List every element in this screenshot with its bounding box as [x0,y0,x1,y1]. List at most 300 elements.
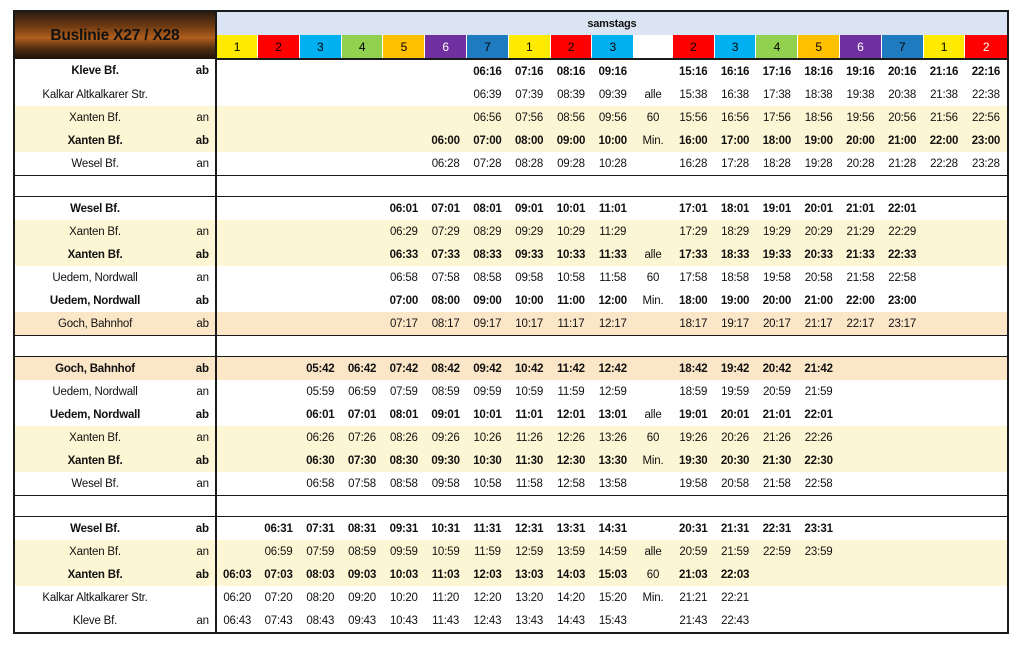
departure-time: 10:17 [508,312,550,336]
timetable-row [14,243,1008,266]
stop-name: Xanten Bf. [14,563,175,586]
departure-time: 22:28 [930,157,958,170]
stop-name: Wesel Bf. [71,157,119,170]
stop-name: Xanten Bf. [14,129,175,152]
departure-time: 18:56 [798,106,840,129]
departure-time: 06:29 [383,220,425,243]
departure-time: 11:29 [592,220,634,243]
stop-name: Xanten Bf. [14,540,175,563]
departure-time [923,266,965,289]
departure-time: 08:16 [556,65,586,78]
departure-time: 21:59 [804,385,833,398]
departure-time: 23:31 [804,522,833,535]
departure-time: 08:00 [431,294,460,307]
departure-time [756,586,798,609]
timetable-row [14,106,1008,129]
departure-time: 19:17 [714,312,756,336]
departure-time: 15:03 [592,563,634,586]
departure-time: 11:59 [557,385,585,398]
departure-time: 21:00 [881,129,923,152]
departure-time: 07:30 [341,449,383,472]
departure-time [965,357,1008,381]
departure-time: 10:29 [550,220,592,243]
departure-time: 08:42 [425,357,467,381]
departure-time: 19:30 [672,449,714,472]
departure-time: 11:20 [432,591,460,604]
timetable-row [14,403,1008,426]
departure-time [216,243,258,266]
departure-time: 17:00 [714,129,756,152]
arrival-departure-marker: ab [175,243,216,266]
departure-time [923,243,965,266]
departure-time [341,243,383,266]
departure-time: 09:59 [473,385,502,398]
departure-time: 10:01 [473,408,502,421]
departure-time: 06:56 [467,106,509,129]
departure-time [383,83,425,106]
departure-time: 15:38 [679,88,708,101]
departure-time: 22:58 [888,271,917,284]
departure-time: 08:56 [550,106,592,129]
departure-time: 17:38 [762,88,791,101]
departure-time: 06:28 [431,157,460,170]
stop-name: Xanten Bf. [14,106,175,129]
departure-time [798,609,840,633]
departure-time: 18:00 [756,129,798,152]
departure-time: 16:28 [679,157,708,170]
departure-time: 21:38 [930,88,958,101]
departure-time [881,357,923,381]
trip-number-chip: 1 [508,35,550,59]
timetable-row [14,609,1008,633]
stop-name: Goch, Bahnhof [14,357,175,381]
departure-time [840,426,882,449]
departure-time [840,609,882,633]
departure-time: 19:16 [846,65,875,78]
departure-time [258,83,300,106]
trip-number-chip: 7 [467,35,509,59]
arrival-departure-marker: an [175,106,216,129]
departure-time [216,357,258,381]
interval-note [634,609,673,633]
timetable-row [14,312,1008,336]
departure-time [840,517,882,541]
departure-time: 11:01 [598,202,627,215]
departure-time: 19:00 [720,294,750,307]
departure-time [258,129,300,152]
interval-note: alle [634,243,673,266]
stop-name: Uedem, Nordwall [52,385,138,398]
departure-time: 19:56 [840,106,882,129]
departure-time [965,472,1008,496]
arrival-departure-marker: ab [175,517,216,541]
departure-time [341,266,383,289]
stop-name: Xanten Bf. [14,449,175,472]
departure-time: 10:03 [383,563,425,586]
departure-time: 08:20 [306,591,335,604]
departure-time: 13:31 [556,522,586,535]
interval-note: Min. [634,449,673,472]
departure-time [258,403,300,426]
departure-time [341,220,383,243]
departure-time: 14:20 [557,591,585,604]
departure-time: 09:58 [431,477,460,490]
departure-time: 11:33 [592,243,634,266]
departure-time: 11:58 [515,477,543,490]
trip-number-chip: 3 [714,35,756,59]
departure-time: 09:26 [425,426,467,449]
departure-time: 07:59 [299,540,341,563]
departure-time: 20:33 [798,243,840,266]
departure-time [216,540,258,563]
departure-time [216,312,258,336]
departure-time: 22:00 [846,294,875,307]
interval-note: alle [644,408,662,421]
departure-time [299,152,341,176]
departure-time: 10:00 [592,129,634,152]
departure-time [798,586,840,609]
departure-time: 07:03 [258,563,300,586]
departure-time: 22:58 [804,477,833,490]
departure-time [299,266,341,289]
trip-number-chip: 5 [383,35,425,59]
departure-time [299,59,341,83]
departure-time: 20:29 [798,220,840,243]
interval-note: alle [634,540,673,563]
departure-time: 08:31 [347,522,377,535]
departure-time: 16:00 [672,129,714,152]
departure-time [216,197,258,221]
stop-name: Uedem, Nordwall [49,294,141,307]
departure-time: 15:43 [598,614,627,627]
interval-note [634,380,673,403]
departure-time: 12:01 [556,408,586,421]
departure-time: 18:29 [714,220,756,243]
departure-time: 11:58 [599,271,627,284]
departure-time [840,380,882,403]
departure-time [216,152,258,176]
departure-time [299,197,341,221]
departure-time [216,129,258,152]
interval-note: 60 [634,426,673,449]
departure-time [840,563,882,586]
arrival-departure-marker [175,586,216,609]
departure-time: 21:00 [804,294,833,307]
stop-name: Kalkar Altkalkarer Str. [42,591,148,604]
departure-time: 06:00 [425,129,467,152]
departure-time: 21:30 [756,449,798,472]
departure-time [216,220,258,243]
departure-time [881,380,923,403]
departure-time: 07:01 [431,202,460,215]
departure-time: 18:16 [804,65,833,78]
departure-time: 09:29 [508,220,550,243]
departure-time [881,449,923,472]
departure-time: 14:43 [557,614,585,627]
departure-time: 06:39 [473,88,502,101]
departure-time: 09:16 [598,65,627,78]
departure-time: 20:00 [762,294,792,307]
departure-time [216,517,258,541]
departure-time: 06:01 [389,202,419,215]
departure-time: 11:26 [508,426,550,449]
departure-time: 06:58 [389,271,418,284]
timetable-row [14,563,1008,586]
departure-time [881,403,923,426]
departure-time: 13:26 [592,426,634,449]
departure-time: 21:28 [888,157,917,170]
departure-time: 22:00 [923,129,965,152]
departure-time: 07:17 [383,312,425,336]
departure-time: 10:58 [557,271,585,284]
timetable [13,10,1009,634]
departure-time: 23:17 [881,312,923,336]
departure-time: 17:58 [679,271,708,284]
departure-time: 09:31 [389,522,419,535]
timetable-row [14,289,1008,312]
arrival-departure-marker: ab [175,59,216,83]
departure-time [923,540,965,563]
interval-note: Min. [642,591,664,604]
departure-time [965,609,1008,633]
departure-time [258,289,300,312]
departure-time [965,312,1008,336]
departure-time [881,563,923,586]
departure-time: 19:29 [756,220,798,243]
departure-time: 06:42 [341,357,383,381]
departure-time [923,220,965,243]
departure-time: 15:20 [598,591,627,604]
interval-note: 60 [634,106,673,129]
departure-time: 20:58 [804,271,833,284]
departure-time: 09:39 [598,88,627,101]
departure-time: 17:28 [721,157,749,170]
departure-time: 22:30 [798,449,840,472]
timetable-row [14,426,1008,449]
departure-time: 07:00 [467,129,509,152]
interval-note [634,517,673,541]
departure-time [383,152,425,176]
departure-time [341,197,383,221]
departure-time: 12:20 [473,591,502,604]
departure-time: 22:01 [887,202,917,215]
departure-time [299,83,341,106]
departure-time [965,563,1008,586]
departure-time [341,312,383,336]
departure-time: 18:42 [672,357,714,381]
departure-time: 19:28 [804,157,833,170]
departure-time [216,380,258,403]
departure-time [923,586,965,609]
departure-time: 22:16 [971,65,1001,78]
departure-time: 10:43 [389,614,418,627]
departure-time: 19:01 [762,202,792,215]
departure-time: 22:43 [721,614,749,627]
departure-time: 12:00 [598,294,627,307]
departure-time: 07:00 [389,294,419,307]
departure-time [258,59,300,83]
departure-time: 22:26 [798,426,840,449]
departure-time: 11:17 [550,312,592,336]
trip-number-chip: 2 [550,35,592,59]
stop-name: Kalkar Altkalkarer Str. [42,88,148,101]
departure-time [299,220,341,243]
departure-time: 07:58 [431,271,460,284]
trip-number-chip: 2 [672,35,714,59]
timetable-row [14,586,1008,609]
departure-time: 17:56 [756,106,798,129]
departure-time: 18:28 [762,157,791,170]
departure-time: 11:03 [425,563,467,586]
departure-time: 18:33 [714,243,756,266]
departure-time: 06:30 [299,449,341,472]
departure-time [923,312,965,336]
departure-time: 07:42 [383,357,425,381]
departure-time [258,152,300,176]
header-row-day [14,11,1008,35]
arrival-departure-marker: an [175,152,216,176]
departure-time [258,357,300,381]
departure-time: 07:16 [514,65,544,78]
arrival-departure-marker: ab [175,449,216,472]
trip-number-chip: 4 [341,35,383,59]
departure-time [341,59,383,83]
section-separator [14,336,1008,357]
arrival-departure-marker: ab [175,312,216,336]
departure-time [216,403,258,426]
departure-time: 07:29 [425,220,467,243]
departure-time: 22:31 [762,522,792,535]
departure-time: 19:59 [721,385,749,398]
stop-name: Wesel Bf. [70,202,120,215]
departure-time [299,106,341,129]
departure-time [216,106,258,129]
departure-time [258,426,300,449]
departure-time [756,563,798,586]
departure-time [923,609,965,633]
departure-time: 23:00 [887,294,917,307]
trip-number-chip: 4 [756,35,798,59]
trip-number-chip: 5 [798,35,840,59]
departure-time: 19:00 [798,129,840,152]
departure-time: 22:38 [972,88,1000,101]
stop-name: Xanten Bf. [14,426,175,449]
stop-name: Xanten Bf. [14,220,175,243]
departure-time: 08:01 [473,202,502,215]
departure-time [258,449,300,472]
departure-time [341,106,383,129]
arrival-departure-marker: an [175,609,216,633]
departure-time: 20:16 [887,65,917,78]
departure-time: 11:43 [432,614,460,627]
departure-time [383,59,425,83]
interval-note: Min. [642,294,664,307]
departure-time: 20:26 [714,426,756,449]
departure-time: 09:33 [508,243,550,266]
trip-number-chip: 1 [923,35,965,59]
arrival-departure-marker: ab [175,129,216,152]
arrival-departure-marker: an [175,540,216,563]
departure-time: 09:01 [431,408,460,421]
departure-time: 10:33 [550,243,592,266]
stop-name: Uedem, Nordwall [49,408,141,421]
departure-time: 20:58 [721,477,749,490]
timetable-row [14,517,1008,541]
departure-time [965,289,1008,312]
departure-time: 21:56 [923,106,965,129]
departure-time: 06:01 [306,408,335,421]
departure-time: 15:56 [672,106,714,129]
departure-time: 19:33 [756,243,798,266]
departure-time: 20:01 [804,202,833,215]
departure-time: 14:31 [598,522,627,535]
departure-time: 21:43 [679,614,708,627]
departure-time: 21:58 [762,477,791,490]
departure-time: 07:28 [473,157,502,170]
departure-time: 10:42 [508,357,550,381]
departure-time: 20:28 [846,157,875,170]
departure-time: 12:43 [473,614,502,627]
departure-time: 09:03 [341,563,383,586]
departure-time: 07:31 [306,522,335,535]
departure-time: 16:56 [714,106,756,129]
departure-time: 21:01 [846,202,875,215]
departure-time [216,266,258,289]
departure-time [258,220,300,243]
departure-time: 17:33 [672,243,714,266]
departure-time: 14:59 [592,540,634,563]
departure-time: 21:42 [798,357,840,381]
departure-time [216,472,258,496]
line-title: Buslinie X27 / X28 [14,11,216,59]
departure-time [299,312,341,336]
departure-time: 09:28 [557,157,585,170]
departure-time: 09:56 [592,106,634,129]
stop-name: Uedem, Nordwall [52,271,138,284]
timetable-row [14,129,1008,152]
departure-time: 13:03 [508,563,550,586]
timetable-row [14,197,1008,221]
arrival-departure-marker: an [175,426,216,449]
departure-time [341,83,383,106]
departure-time: 08:17 [425,312,467,336]
stop-name: Xanten Bf. [14,243,175,266]
departure-time: 06:59 [348,385,376,398]
timetable-row [14,380,1008,403]
departure-time [258,243,300,266]
departure-time [798,563,840,586]
interval-note [634,357,673,381]
departure-time [425,59,467,83]
departure-time: 20:56 [881,106,923,129]
departure-time [965,266,1008,289]
departure-time: 12:03 [467,563,509,586]
departure-time: 08:26 [383,426,425,449]
departure-time [923,449,965,472]
departure-time [341,129,383,152]
departure-time [881,472,923,496]
departure-time: 22:03 [714,563,756,586]
timetable-row [14,449,1008,472]
departure-time [341,289,383,312]
arrival-departure-marker: ab [175,357,216,381]
departure-time: 11:00 [557,294,585,307]
departure-time: 07:26 [341,426,383,449]
departure-time: 21:01 [762,408,792,421]
departure-time: 10:58 [473,477,502,490]
departure-time: 13:01 [598,408,627,421]
departure-time [923,380,965,403]
